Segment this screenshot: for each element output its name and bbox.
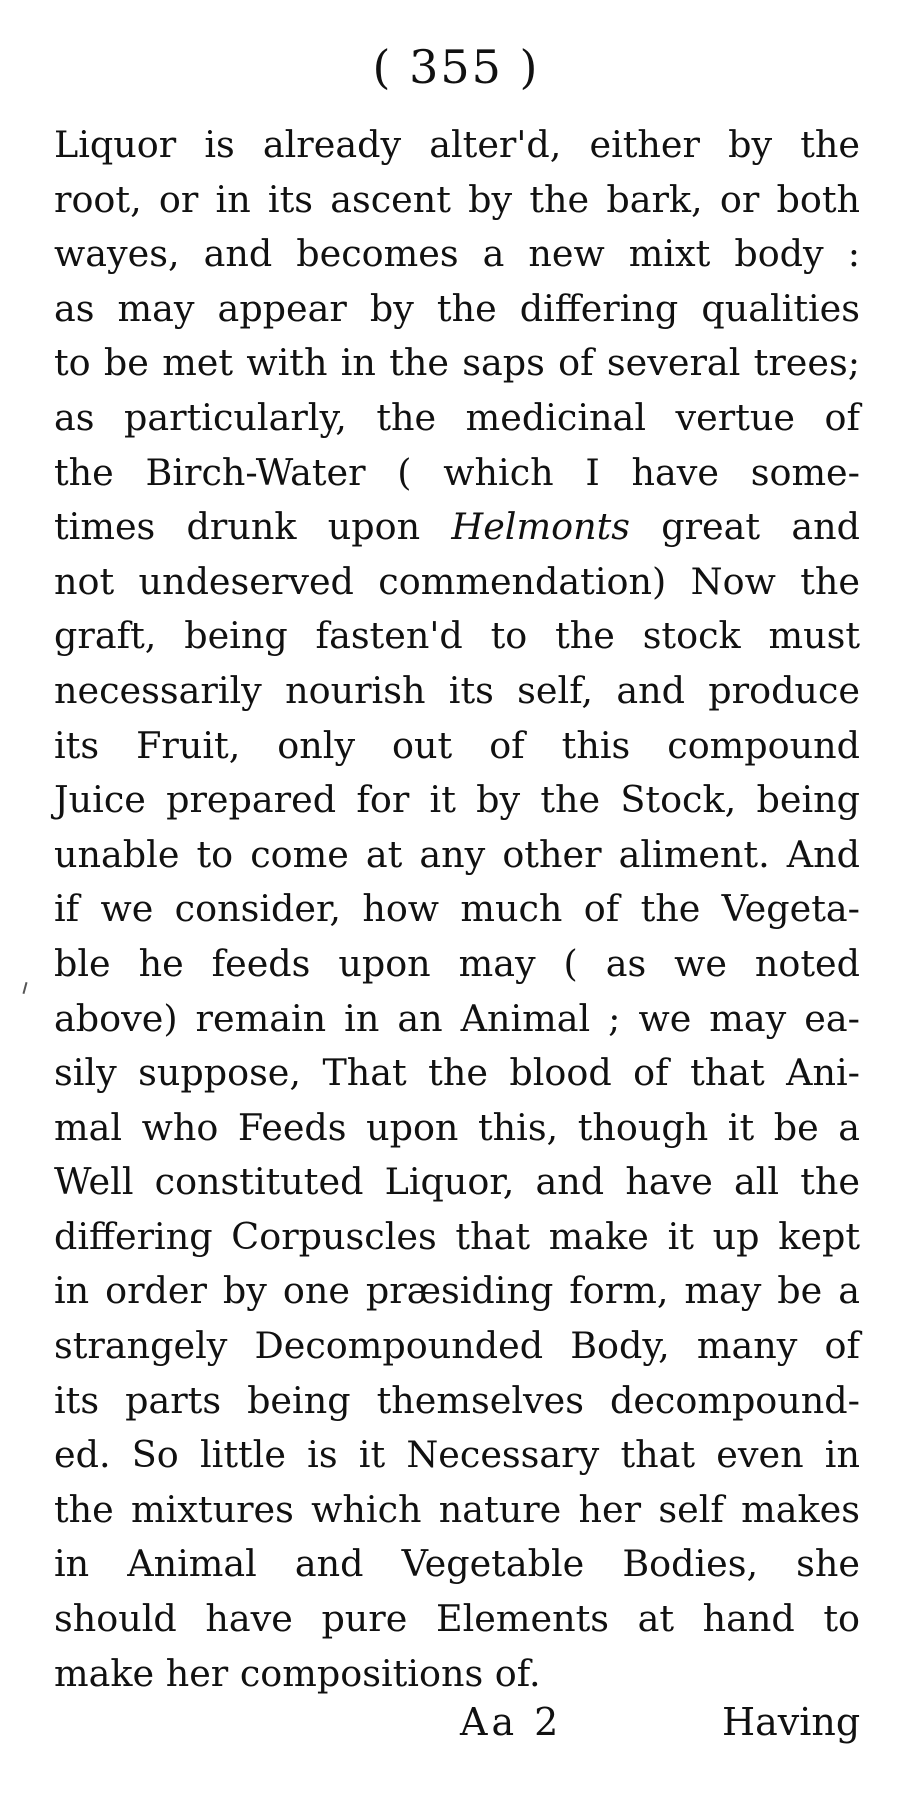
text-line: as may appear by the differing qualities <box>54 286 860 330</box>
page-number: ( 355 ) <box>372 40 540 94</box>
body-text <box>54 118 860 1701</box>
margin-speck <box>22 982 27 994</box>
text-line: the mixtures which nature her self makes <box>54 1487 860 1531</box>
text-line: above) remain in an Animal ; we may ea- <box>54 996 860 1040</box>
text-line: root, or in its ascent by the bark, or both <box>54 177 860 221</box>
catchword: Having <box>722 1700 861 1744</box>
text-line: unable to come at any other aliment. And <box>54 832 860 876</box>
text-line: in order by one præsiding form, may be a <box>54 1269 860 1313</box>
text-line: ble he feeds upon may ( as we noted <box>54 941 860 985</box>
text-line: wayes, and becomes a new mixt body : <box>54 232 860 276</box>
text-line: mal who Feeds upon this, though it be a <box>54 1105 860 1149</box>
text-line: ed. So little is it Necessary that even in <box>54 1433 860 1477</box>
text-line: graft, being fasten'd to the stock must <box>54 614 860 658</box>
text-line: differing Corpuscles that make it up kept <box>54 1214 860 1258</box>
text-line: to be met with in the saps of several trees; <box>54 341 860 385</box>
text-line: not undeserved commendation) Now the <box>54 559 860 603</box>
footer-marks <box>0 1700 912 1760</box>
signature-mark: Aa 2 <box>460 1700 563 1744</box>
text-line: Liquor is already alter'd, either by the <box>54 123 860 166</box>
text-line: in Animal and Vegetable Bodies, she <box>54 1542 860 1586</box>
text-line: if we consider, how much of the Vegeta- <box>54 887 860 931</box>
text-line: necessarily nourish its self, and produce <box>54 668 860 712</box>
text-line: its Fruit, only out of this compound <box>54 723 860 767</box>
text-line: Juice prepared for it by the Stock, being <box>54 778 860 822</box>
text-line: sily suppose, That the blood of that Ani- <box>54 1051 860 1095</box>
text-line: should have pure Elements at hand to <box>54 1597 860 1641</box>
text-line: the Birch-Water ( which I have some- <box>54 450 860 494</box>
text-line: its parts being themselves decompound- <box>54 1378 860 1422</box>
text-line: strangely Decompounded Body, many of <box>54 1324 860 1368</box>
text-line: Well constituted Liquor, and have all the <box>54 1160 860 1204</box>
text-line: times drunk upon Helmonts great and <box>54 505 860 549</box>
text-line-last: make her compositions of. <box>54 1651 541 1695</box>
text-line: as particularly, the medicinal vertue of <box>54 395 860 439</box>
